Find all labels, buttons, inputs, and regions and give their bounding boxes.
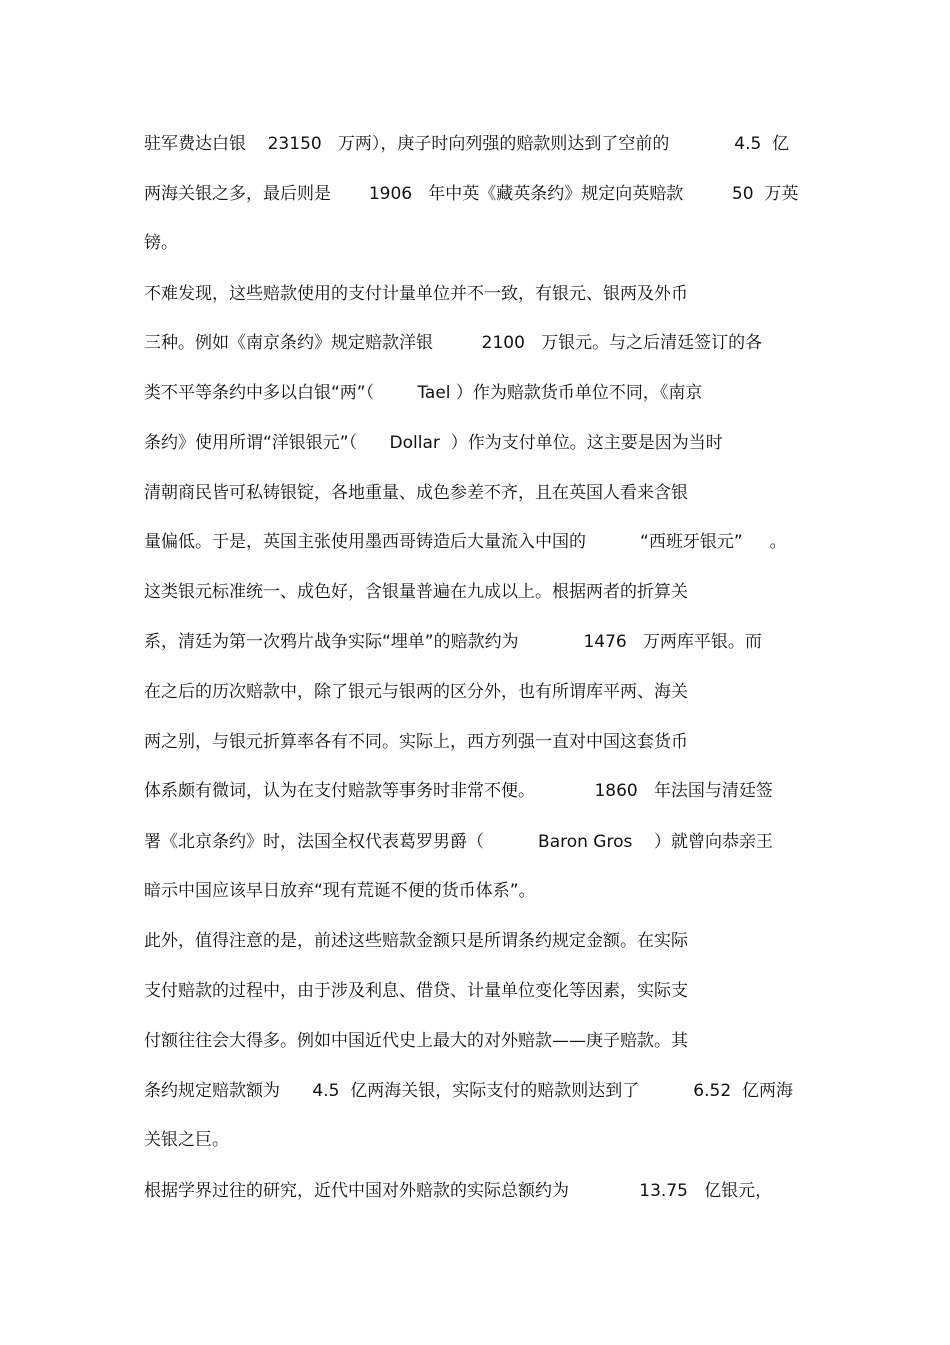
text-line: 署《北京条约》时，法国全权代表葛罗男爵（ Baron Gros ）就曾向恭亲王: [144, 832, 773, 852]
text-line: 此外，值得注意的是，前述这些赔款金额只是所谓条约规定金额。在实际: [144, 931, 688, 951]
text-line: 关银之巨。: [144, 1130, 229, 1150]
text-line: 清朝商民皆可私铸银锭，各地重量、成色参差不齐，且在英国人看来含银: [144, 483, 688, 503]
text-line: 条约规定赔款额为 4.5 亿两海关银，实际支付的赔款则达到了 6.52 亿两海: [144, 1081, 793, 1101]
text-line: 两海关银之多，最后则是 1906 年中英《藏英条约》规定向英赔款 50 万英: [144, 184, 799, 204]
text-line: 三种。例如《南京条约》规定赔款洋银 2100 万银元。与之后清廷签订的各: [144, 333, 763, 353]
text-line: 系，清廷为第一次鸦片战争实际“埋单”的赔款约为 1476 万两库平银。而: [144, 632, 762, 652]
text-line: 量偏低。于是，英国主张使用墨西哥铸造后大量流入中国的 “西班牙银元” 。: [144, 532, 787, 552]
text-line: 这类银元标准统一、成色好，含银量普遍在九成以上。根据两者的折算关: [144, 582, 688, 602]
text-line: 驻军费达白银 23150 万两），庚子时向列强的赔款则达到了空前的 4.5 亿: [144, 134, 790, 154]
text-line: 两之别，与银元折算率各有不同。实际上，西方列强一直对中国这套货币: [144, 732, 688, 752]
text-line: 支付赔款的过程中，由于涉及利息、借贷、计量单位变化等因素，实际支: [144, 981, 688, 1001]
text-line: 镑。: [144, 233, 178, 253]
text-line: 在之后的历次赔款中，除了银元与银两的区分外，也有所谓库平两、海关: [144, 682, 688, 702]
text-line: 类不平等条约中多以白银“两”（ Tael ）作为赔款货币单位不同，《南京: [144, 383, 703, 403]
text-line: 体系颇有微词，认为在支付赔款等事务时非常不便。 1860 年法国与清廷签: [144, 781, 773, 801]
text-line: 条约》使用所谓“洋银银元”（ Dollar ）作为支付单位。这主要是因为当时: [144, 433, 723, 453]
text-line: 付额往往会大得多。例如中国近代史上最大的对外赔款——庚子赔款。其: [144, 1031, 688, 1051]
text-line: 根据学界过往的研究，近代中国对外赔款的实际总额约为 13.75 亿银元，: [144, 1181, 773, 1201]
text-line: 暗示中国应该早日放弃“现有荒诞不便的货币体系”。: [144, 881, 536, 901]
text-line: 不难发现，这些赔款使用的支付计量单位并不一致，有银元、银两及外币: [144, 284, 688, 304]
